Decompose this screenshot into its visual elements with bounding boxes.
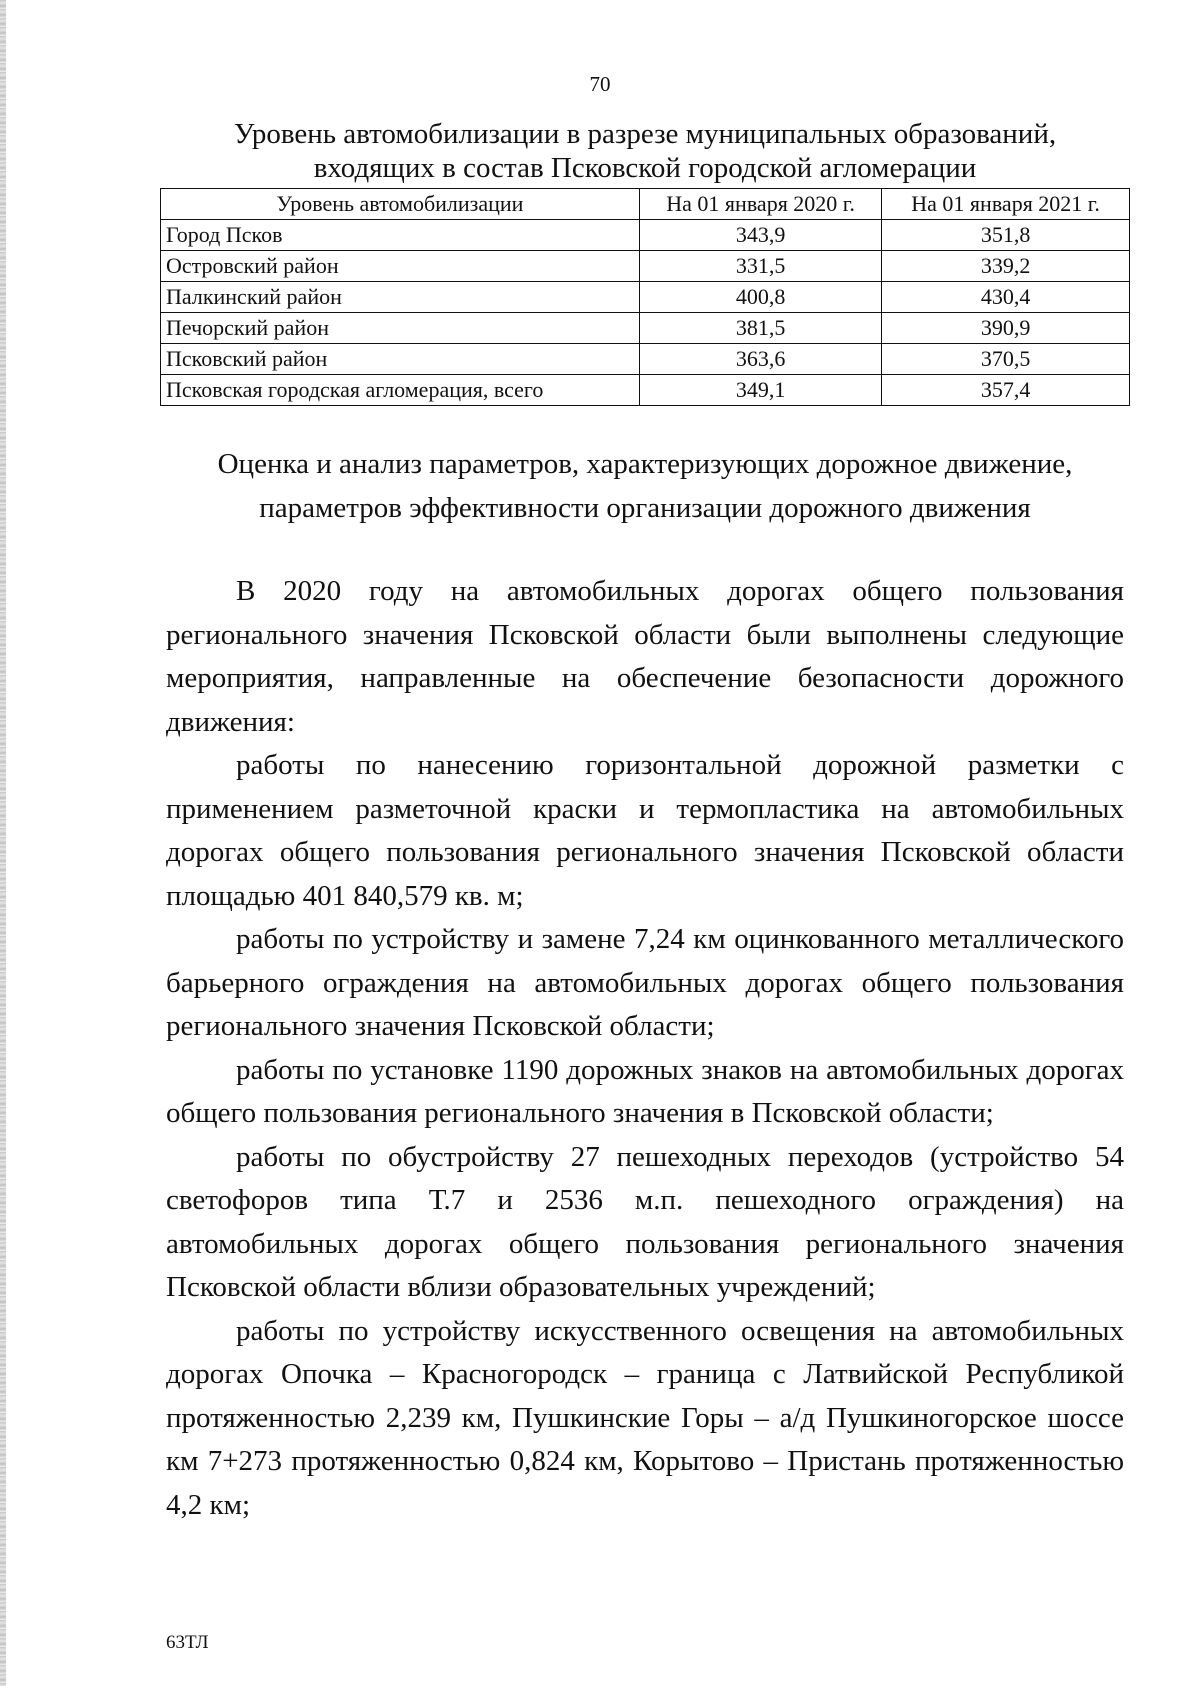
header-cell-level: Уровень автомобилизации (161, 189, 640, 220)
row-value-2020: 363,6 (640, 344, 882, 375)
page-number: 70 (589, 72, 611, 96)
row-value-2020: 400,8 (640, 282, 882, 313)
section-title (160, 442, 1130, 530)
header-cell-2020: На 01 января 2020 г. (640, 189, 882, 220)
row-value-2021: 357,4 (882, 375, 1130, 406)
paragraph: работы по нанесению горизонтальной дорожной разметки с применением разметочной краски и термопластика на автомобильных дорогах общего пользования регионального значения Псковской области площадью 401 840,579 кв. м; (166, 749, 1124, 912)
table-row (161, 220, 1130, 251)
table-title (160, 117, 1130, 185)
section-title-line-2: параметров эффективности организации дорожного движения (259, 492, 1031, 524)
row-name: Островский район (161, 251, 640, 282)
table-row (161, 251, 1130, 282)
row-name: Город Псков (161, 220, 640, 251)
row-value-2021: 339,2 (882, 251, 1130, 282)
table-row (161, 344, 1130, 375)
row-name: Псковский район (161, 344, 640, 375)
row-value-2021: 351,8 (882, 220, 1130, 251)
scan-edge-shadow (0, 0, 6, 1686)
paragraph: работы по установке 1190 дорожных знаков на автомобильных дорогах общего пользования регионального значения в Псковской области; (166, 1053, 1124, 1129)
row-value-2021: 390,9 (882, 313, 1130, 344)
row-value-2021: 430,4 (882, 282, 1130, 313)
paragraph: В 2020 году на автомобильных дорогах общего пользования регионального значения Псковской области были выполнены следующие мероприятия, направленные на обеспечение безопасности дорожного движения: (166, 575, 1124, 738)
table-header-row (161, 189, 1130, 220)
row-value-2020: 331,5 (640, 251, 882, 282)
motorization-table (160, 188, 1130, 406)
table-row (161, 313, 1130, 344)
header-cell-2021: На 01 января 2021 г. (882, 189, 1130, 220)
row-name: Псковская городская агломерация, всего (161, 375, 640, 406)
table-row-total (161, 375, 1130, 406)
row-value-2020: 349,1 (640, 375, 882, 406)
footer-code: 63ТЛ (166, 1632, 209, 1653)
paragraph: работы по устройству искусственного освещения на автомобильных дорогах Опочка – Красногородск – граница с Латвийской Республикой протяженностью 2,239 км, Пушкинские Горы – а/д Пушкиногорское шоссе км 7+273 протяженностью 0,824 км, Корытово – Пристань протяженностью 4,2 км; (166, 1314, 1124, 1521)
row-name: Палкинский район (161, 282, 640, 313)
paragraph: работы по устройству и замене 7,24 км оцинкованного металлического барьерного ограждения на автомобильных дорогах общего пользования регионального значения Псковской области; (166, 923, 1124, 1042)
table-title-line-1: Уровень автомобилизации в разрезе муниципальных образований, (233, 118, 1057, 150)
row-value-2020: 343,9 (640, 220, 882, 251)
paragraph: работы по обустройству 27 пешеходных переходов (устройство 54 светофоров типа Т.7 и 2536 м.п. пешеходного ограждения) на автомобильных дорогах общего пользования регионального значения Псковской области вблизи образовательных учреждений; (166, 1140, 1124, 1303)
row-name: Печорский район (161, 313, 640, 344)
row-value-2021: 370,5 (882, 344, 1130, 375)
section-title-line-1: Оценка и анализ параметров, характеризующих дорожное движение, (217, 448, 1073, 480)
row-value-2020: 381,5 (640, 313, 882, 344)
table-title-line-2: входящих в состав Псковской городской агломерации (313, 152, 977, 184)
table-row (161, 282, 1130, 313)
body-text (166, 570, 1124, 1527)
